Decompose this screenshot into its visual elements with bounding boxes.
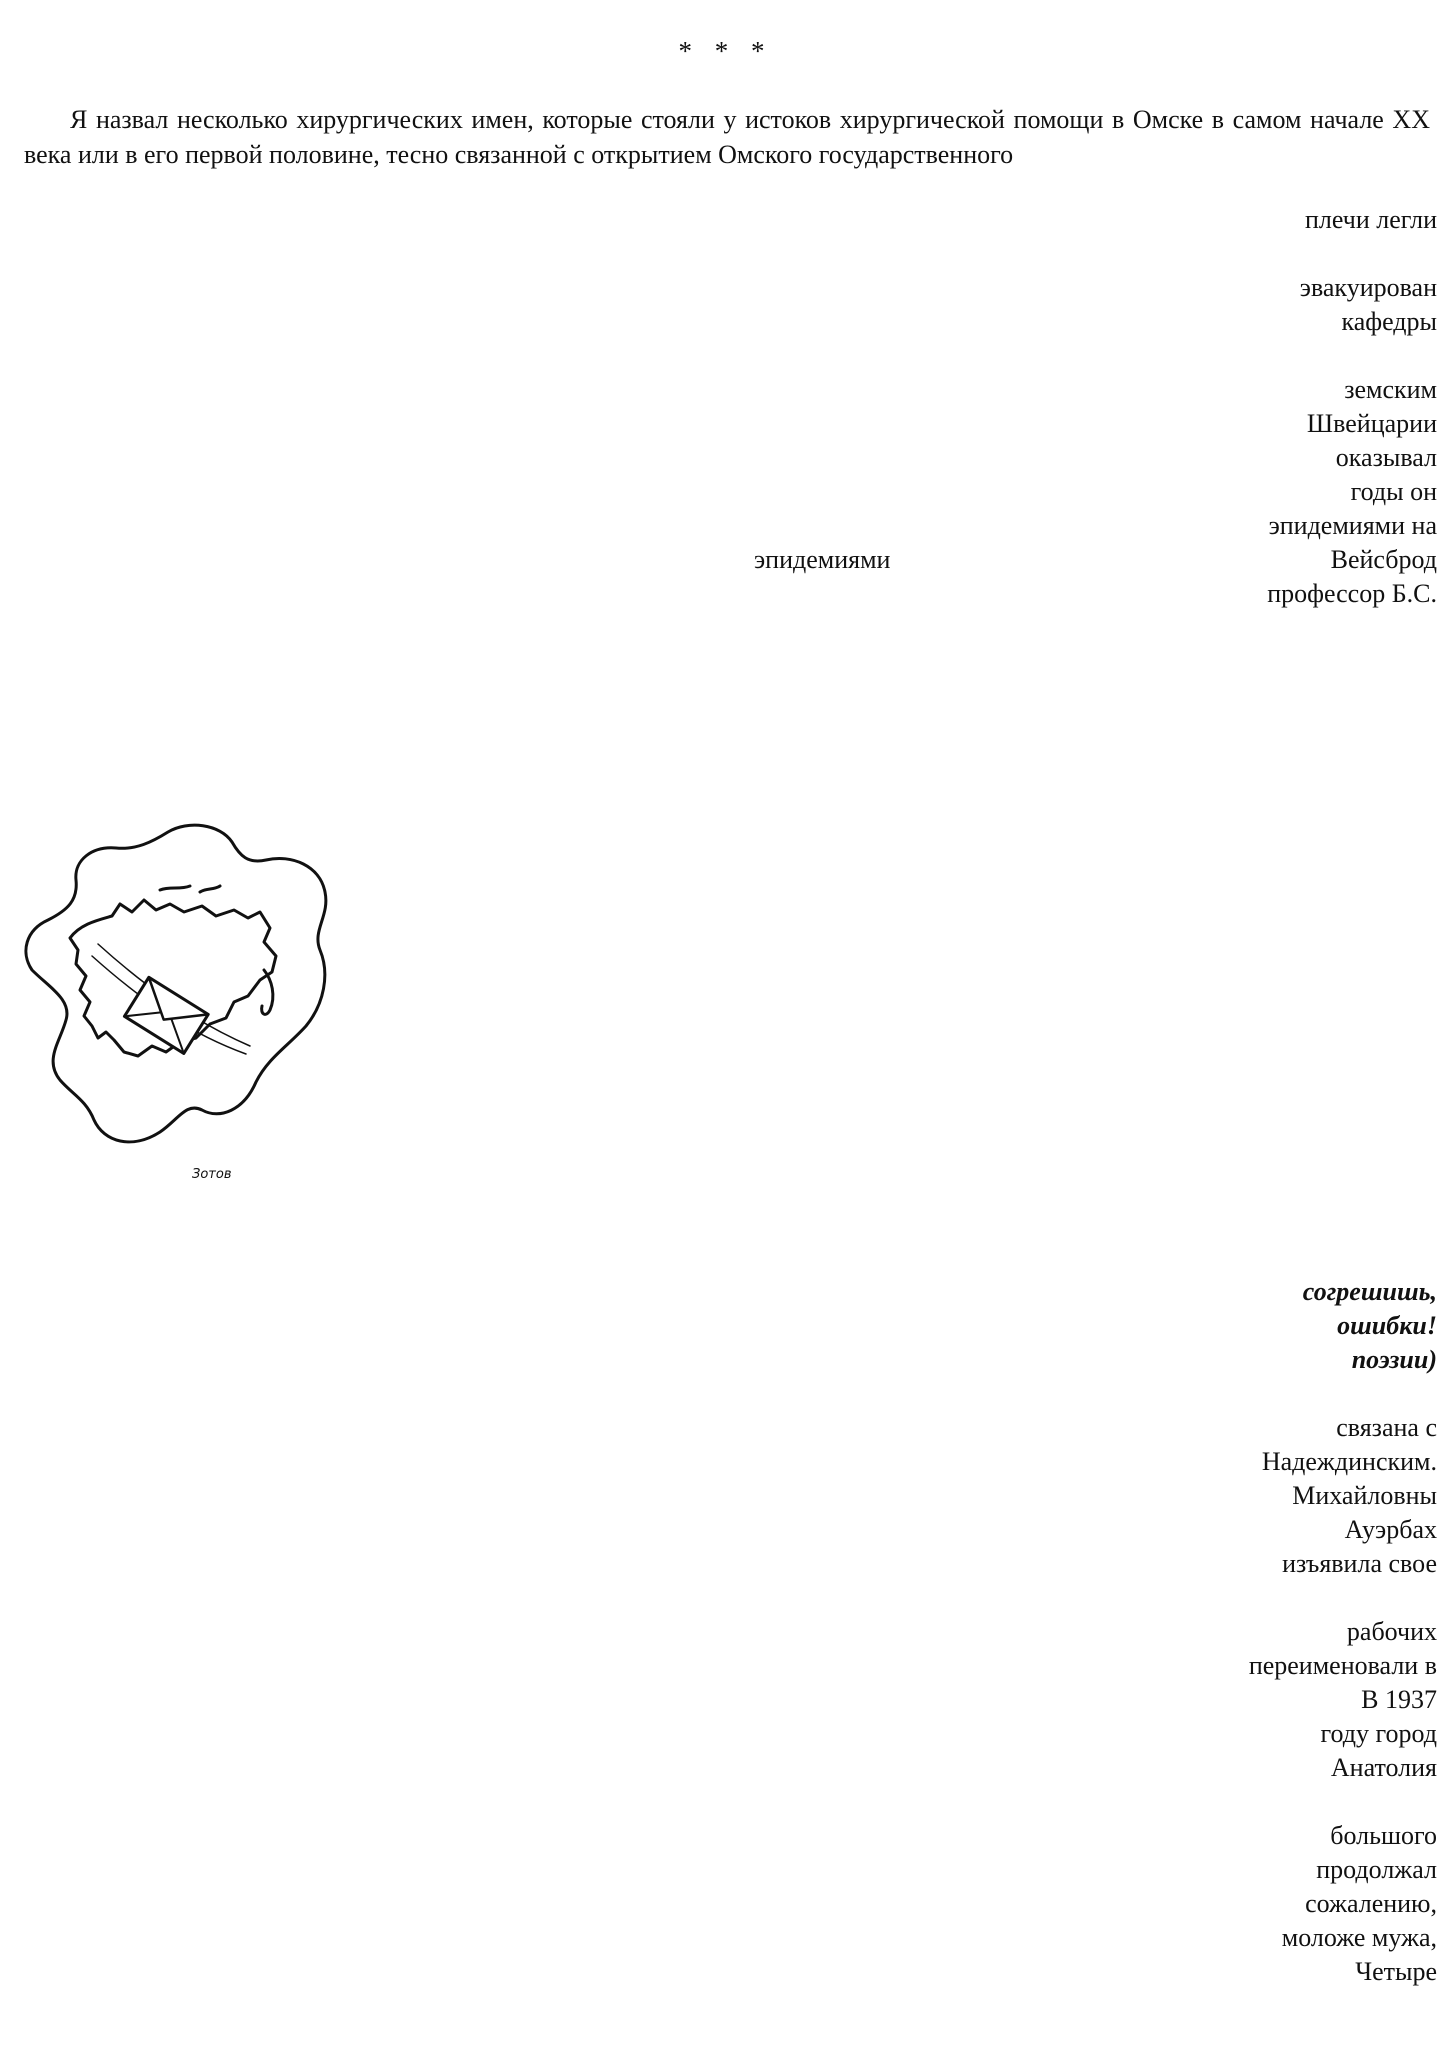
text-line: изъявила свое <box>1282 1549 1437 1578</box>
text-line: В 1937 <box>1361 1685 1437 1714</box>
text-line: профессор Б.С. <box>1267 579 1437 608</box>
middle-word: эпидемиями <box>754 545 891 574</box>
right-column-top <box>877 203 1437 611</box>
right-column-bottom <box>877 1275 1437 1989</box>
text-line: земским <box>1344 375 1437 404</box>
text-line: переименовали в <box>1248 1651 1437 1680</box>
text-line: Михайловны <box>1292 1481 1437 1510</box>
text-line: плечи легли <box>1304 205 1437 234</box>
text-line: кафедры <box>1341 307 1437 336</box>
artist-signature: Зотов <box>192 1167 232 1182</box>
text-line: продолжал <box>1316 1855 1437 1884</box>
text-line: Четыре <box>1355 1957 1437 1986</box>
text-line: Вейсброд <box>1330 545 1437 574</box>
text-line: сожалению, <box>1305 1889 1437 1918</box>
section-separator: * * * <box>678 36 773 66</box>
text-line: ошибки! <box>1337 1311 1437 1340</box>
intro-paragraph: Я назвал несколько хирургических имен, которые стояли у истоков хирургической помощи в Омске в самом начале XX века или в его первой половине, тесно связанной с открытием Омского государственного <box>24 105 1430 169</box>
text-line: моложе мужа, <box>1281 1923 1437 1952</box>
text-line: оказывал <box>1335 443 1437 472</box>
text-line: Надеждинским. <box>1261 1447 1437 1476</box>
text-line: эвакуирован <box>1299 273 1437 302</box>
text-line: рабочих <box>1346 1617 1437 1646</box>
text-line: согрешишь, <box>1302 1277 1437 1306</box>
text-line: году город <box>1320 1719 1437 1748</box>
text-line: Ауэрбах <box>1344 1515 1437 1544</box>
envelope-over-map-icon <box>20 820 410 1185</box>
text-line: Швейцарии <box>1306 409 1437 438</box>
text-line: связана с <box>1336 1413 1437 1442</box>
text-line: Анатолия <box>1330 1753 1437 1782</box>
text-line: большого <box>1330 1821 1437 1850</box>
text-line: поэзии) <box>1351 1345 1437 1374</box>
text-line: годы он <box>1350 477 1437 506</box>
text-line: эпидемиями на <box>1268 511 1437 540</box>
